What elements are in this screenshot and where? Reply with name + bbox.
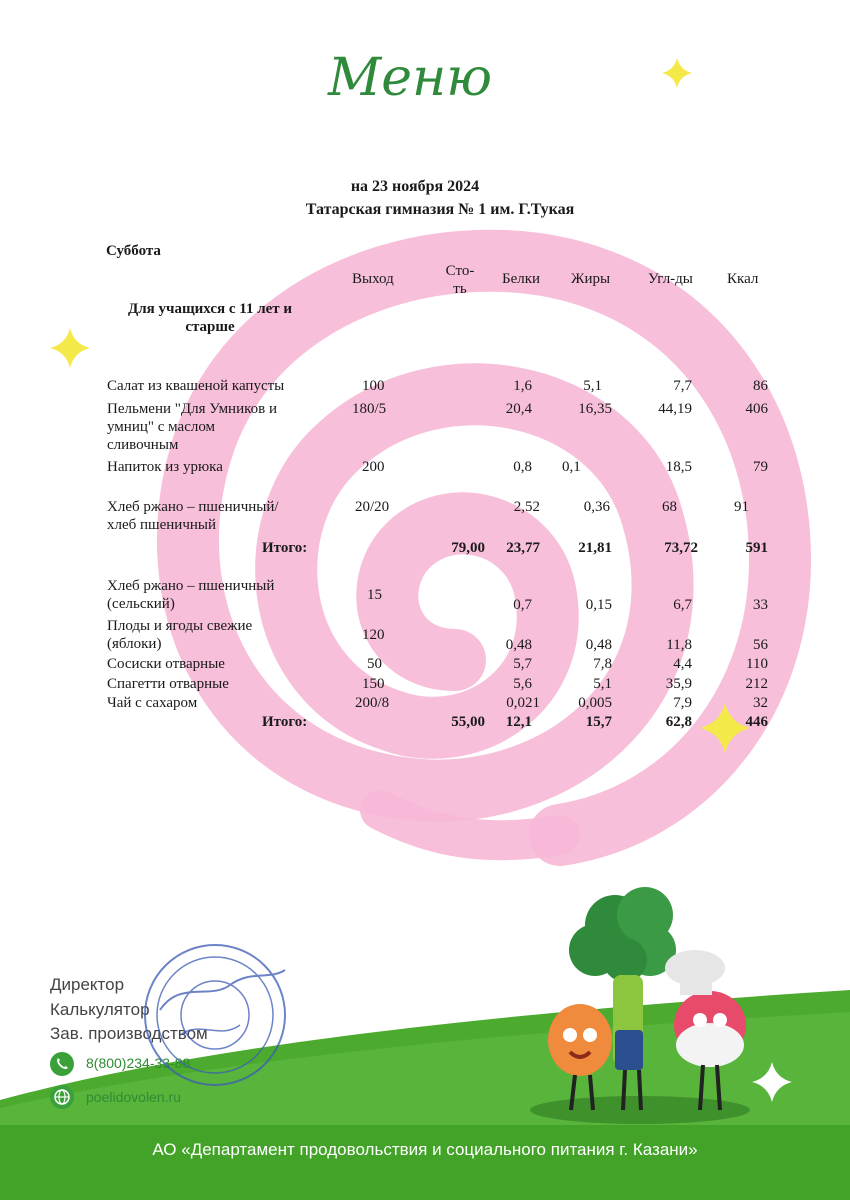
dish-name: (яблоки) (107, 636, 162, 652)
dish-fat: 0,15 (585, 597, 612, 613)
website-link[interactable]: poelidovolen.ru (86, 1089, 181, 1105)
dish-protein: 2,52 (513, 499, 540, 515)
group-label: старше (185, 319, 235, 335)
dish-kcal: 79 (753, 459, 768, 475)
dish-kcal: 56 (753, 637, 768, 653)
dish-output: 100 (362, 378, 385, 394)
dish-output: 150 (362, 676, 385, 692)
dish-carbs: 68 (662, 499, 677, 515)
dish-carbs: 44,19 (658, 401, 692, 417)
dish-protein: 0,8 (513, 459, 532, 475)
dish-name: сливочным (107, 437, 179, 453)
total-carbs: 73,72 (664, 540, 698, 556)
school-name: Татарская гимназия № 1 им. Г.Тукая (305, 201, 575, 218)
dish-fat: 5,1 (583, 378, 602, 394)
dish-protein: 0,7 (513, 597, 532, 613)
dish-kcal: 86 (753, 378, 768, 394)
dish-output: 180/5 (352, 401, 387, 417)
dish-kcal: 33 (753, 597, 768, 613)
day-label: Суббота (106, 243, 161, 259)
footer-bar (0, 1125, 850, 1200)
dish-kcal: 110 (746, 656, 768, 672)
dish-kcal: 32 (753, 695, 768, 711)
total-kcal: 446 (745, 714, 768, 730)
col-header-cost: Сто- (445, 263, 475, 279)
col-header-kcal: Ккал (727, 271, 759, 287)
dish-kcal: 212 (745, 676, 768, 692)
dish-fat: 0,36 (583, 499, 610, 515)
dish-fat: 0,1 (562, 459, 581, 475)
col-header-protein: Белки (502, 271, 541, 287)
dish-fat: 16,35 (578, 401, 612, 417)
footer-organization: АО «Департамент продовольствия и социального питания г. Казани» (152, 1140, 698, 1159)
total-label: Итого: (262, 714, 308, 730)
dish-name: Салат из квашеной капусты (107, 378, 285, 394)
dish-output: 200/8 (355, 695, 390, 711)
total-cost: 79,00 (451, 540, 485, 556)
dish-output: 200 (362, 459, 385, 475)
sparkle-icon (752, 1062, 792, 1102)
production-label: Зав. производством (50, 1024, 208, 1043)
dish-name: Хлеб ржано – пшеничный/ (107, 499, 279, 515)
dish-name: Пельмени "Для Умников и (107, 401, 277, 417)
total-label: Итого: (262, 540, 308, 556)
sparkle-icon (50, 328, 90, 368)
page-title: Меню (327, 48, 493, 108)
stamp-seal (140, 940, 290, 1090)
dish-protein: 1,6 (513, 378, 532, 394)
calculator-label: Калькулятор (50, 1000, 150, 1019)
dish-protein: 0,48 (505, 637, 532, 653)
phone-icon (50, 1052, 74, 1076)
total-cost: 55,00 (451, 714, 485, 730)
group-label: Для учащихся с 11 лет и (127, 301, 293, 317)
phone-number[interactable]: 8(800)234-33-88 (86, 1055, 191, 1071)
dish-carbs: 4,4 (673, 656, 692, 672)
dish-fat: 0,48 (585, 637, 612, 653)
total-protein: 23,77 (506, 540, 540, 556)
vegetable-mascots (535, 880, 785, 1120)
col-header-fat: Жиры (571, 271, 611, 287)
date-line: на 23 ноября 2024 (350, 178, 480, 195)
dish-protein: 0,021 (506, 695, 540, 711)
dish-carbs: 7,7 (673, 378, 692, 394)
dish-carbs: 18,5 (665, 459, 692, 475)
total-kcal: 591 (745, 540, 768, 556)
dish-kcal: 406 (745, 401, 768, 417)
director-label: Директор (50, 975, 125, 994)
col-header-cost: ть (453, 281, 467, 297)
total-fat: 15,7 (585, 714, 612, 730)
col-header-output: Выход (352, 271, 394, 287)
dish-name: Сосиски отварные (107, 656, 225, 672)
dish-output: 50 (367, 656, 382, 672)
col-header-carbs: Угл-ды (648, 271, 693, 287)
dish-protein: 5,6 (513, 676, 532, 692)
dish-carbs: 11,8 (666, 637, 692, 653)
dish-carbs: 6,7 (673, 597, 692, 613)
dish-name: Напиток из урюка (107, 459, 223, 475)
dish-kcal: 91 (734, 499, 749, 515)
dish-fat: 0,005 (578, 695, 612, 711)
dish-output: 20/20 (355, 499, 390, 515)
dish-name: Плоды и ягоды свежие (107, 618, 253, 634)
total-fat: 21,81 (578, 540, 612, 556)
dish-protein: 5,7 (513, 656, 532, 672)
dish-name: (сельский) (107, 596, 175, 612)
dish-name: Спагетти отварные (107, 676, 229, 692)
dish-fat: 5,1 (593, 676, 612, 692)
dish-fat: 7,8 (593, 656, 612, 672)
dish-carbs: 35,9 (665, 676, 692, 692)
total-carbs: 62,8 (665, 714, 692, 730)
dish-output: 15 (367, 587, 382, 603)
globe-icon (50, 1085, 74, 1109)
dish-name: умниц" с маслом (107, 419, 216, 435)
dish-name: хлеб пшеничный (107, 517, 216, 533)
total-protein: 12,1 (505, 714, 532, 730)
dish-protein: 20,4 (505, 401, 532, 417)
sparkle-icon (662, 58, 692, 88)
dish-name: Хлеб ржано – пшеничный (107, 578, 275, 594)
dish-name: Чай с сахаром (107, 695, 198, 711)
dish-output: 120 (362, 627, 385, 643)
dish-carbs: 7,9 (673, 695, 692, 711)
